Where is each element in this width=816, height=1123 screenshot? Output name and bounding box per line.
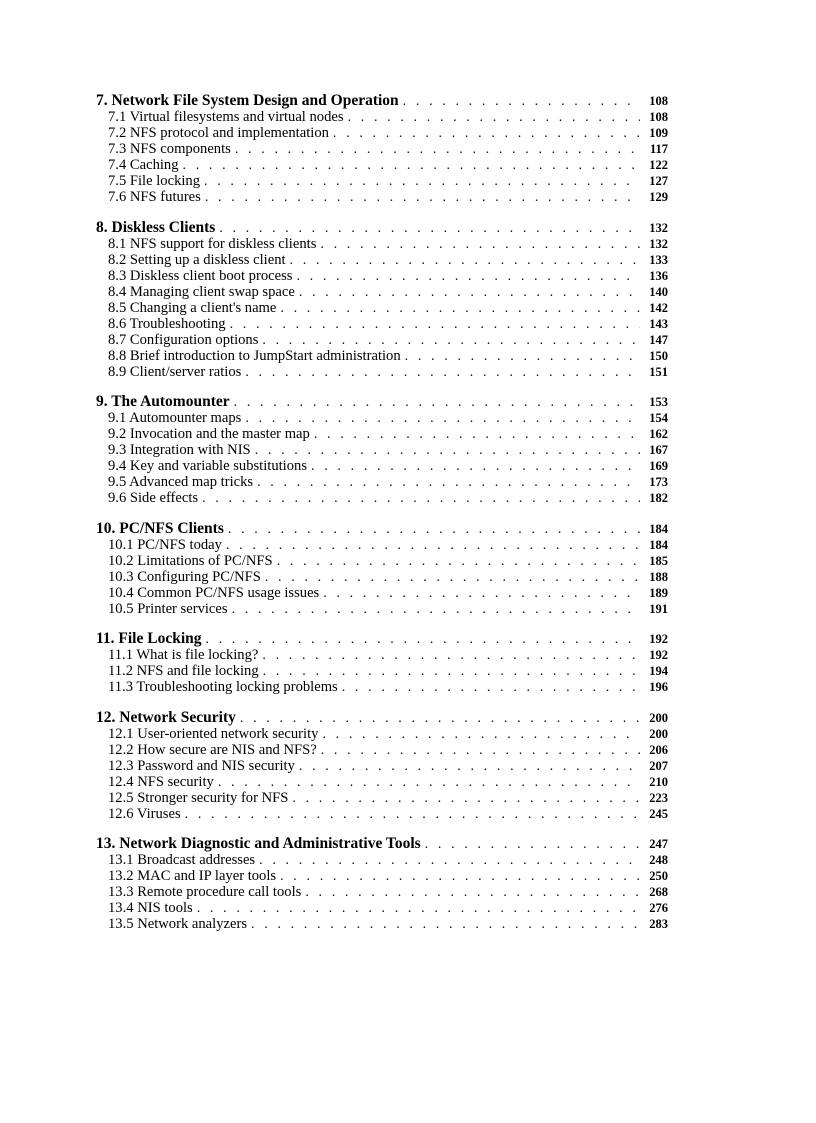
section-title: 9.3 Integration with NIS <box>108 442 251 458</box>
dot-leader <box>405 349 640 364</box>
page-number: 192 <box>649 648 668 662</box>
section-title: 12.6 Viruses <box>108 805 181 822</box>
page-number: 184 <box>649 537 668 552</box>
section-title: 8.7 Configuration options <box>108 331 259 348</box>
dot-leader <box>251 917 640 932</box>
page-number: 250 <box>649 869 668 883</box>
toc-chapter-13 <box>96 836 668 932</box>
section-entry[interactable] <box>96 189 668 205</box>
section-entry[interactable] <box>96 474 668 490</box>
page-number: 132 <box>649 220 668 235</box>
section-entry[interactable] <box>96 157 668 173</box>
dot-leader <box>219 221 640 236</box>
section-title: 8.8 Brief introduction to JumpStart administration <box>108 347 401 364</box>
page-number: 192 <box>649 632 668 646</box>
page-number: 162 <box>649 427 668 441</box>
dot-leader <box>202 491 640 506</box>
dot-leader <box>299 285 640 300</box>
page-number: 207 <box>649 758 668 773</box>
dot-leader <box>265 570 640 585</box>
toc-chapter-7 <box>96 93 668 205</box>
dot-leader <box>259 853 640 868</box>
page-number: 283 <box>649 917 668 931</box>
dot-leader <box>255 443 640 458</box>
dot-leader <box>425 837 640 852</box>
chapter-heading[interactable] <box>96 93 668 109</box>
dot-leader <box>305 885 640 900</box>
page-number: 188 <box>649 569 668 584</box>
section-entry[interactable] <box>96 742 668 758</box>
dot-leader <box>280 869 640 884</box>
section-title: 12.2 How secure are NIS and NFS? <box>108 741 317 758</box>
dot-leader <box>218 775 640 790</box>
dot-leader <box>322 727 640 742</box>
chapter-title: 9. The Automounter <box>96 394 230 410</box>
page-number: 136 <box>649 268 668 283</box>
table-of-contents <box>96 93 668 947</box>
section-title: 13.3 Remote procedure call tools <box>108 884 302 900</box>
section-entry[interactable] <box>96 109 668 125</box>
page-number: 108 <box>649 110 668 124</box>
page-number: 200 <box>649 710 668 725</box>
section-title: 8.5 Changing a client's name <box>108 299 277 316</box>
section-title: 12.4 NFS security <box>108 773 214 790</box>
dot-leader <box>296 269 640 284</box>
section-title: 8.6 Troubleshooting <box>108 315 226 332</box>
dot-leader <box>245 411 640 426</box>
dot-leader <box>245 365 640 380</box>
page-number: 117 <box>649 142 668 156</box>
section-title: 8.3 Diskless client boot process <box>108 267 293 284</box>
section-title: 10.1 PC/NFS today <box>108 536 222 553</box>
page-number: 185 <box>649 553 668 568</box>
page-number: 194 <box>649 664 668 678</box>
section-entry[interactable] <box>96 758 668 774</box>
dot-leader <box>240 711 640 726</box>
page-number: 153 <box>649 395 668 409</box>
dot-leader <box>290 253 640 268</box>
chapter-heading[interactable] <box>96 394 668 410</box>
page-number: 108 <box>649 94 668 108</box>
section-entry[interactable] <box>96 569 668 585</box>
section-title: 13.4 NIS tools <box>108 900 193 916</box>
dot-leader <box>183 158 640 173</box>
page-number: 189 <box>649 585 668 600</box>
section-title: 13.5 Network analyzers <box>108 916 247 932</box>
section-entry[interactable] <box>96 442 668 458</box>
toc-chapter-10 <box>96 521 668 617</box>
section-title: 9.4 Key and variable substitutions <box>108 458 308 474</box>
section-title: 11.3 Troubleshooting locking problems <box>108 679 338 695</box>
section-title: 10.5 Printer services <box>108 600 228 617</box>
section-title: 11.2 NFS and file locking <box>108 663 259 679</box>
section-entry[interactable] <box>96 884 668 900</box>
dot-leader <box>257 475 640 490</box>
page-number: 196 <box>649 680 668 694</box>
section-title: 8.9 Client/server ratios <box>108 363 242 380</box>
dot-leader <box>314 427 640 442</box>
page-number: 142 <box>649 300 668 315</box>
dot-leader <box>323 586 640 601</box>
section-title: 7.1 Virtual filesystems and virtual nodes <box>108 109 344 125</box>
dot-leader <box>230 317 640 332</box>
section-title: 10.2 Limitations of PC/NFS <box>108 552 273 569</box>
page-number: 210 <box>649 774 668 789</box>
section-entry[interactable] <box>96 601 668 617</box>
section-entry[interactable] <box>96 173 668 189</box>
section-entry[interactable] <box>96 236 668 252</box>
page-number: 248 <box>649 853 668 867</box>
chapter-title: 10. PC/NFS Clients <box>96 520 224 537</box>
page-number: 122 <box>649 158 668 172</box>
page-number: 129 <box>649 190 668 204</box>
dot-leader <box>185 807 640 822</box>
section-title: 13.1 Broadcast addresses <box>108 852 256 868</box>
section-title: 9.6 Side effects <box>108 490 199 506</box>
page-number: 127 <box>649 174 668 188</box>
section-entry[interactable] <box>96 868 668 884</box>
section-entry[interactable] <box>96 300 668 316</box>
dot-leader <box>333 126 640 141</box>
chapter-heading[interactable] <box>96 836 668 852</box>
section-entry[interactable] <box>96 726 668 742</box>
section-title: 7.3 NFS components <box>108 141 231 157</box>
toc-chapter-8 <box>96 220 668 380</box>
page-number: 143 <box>649 316 668 331</box>
section-title: 7.4 Caching <box>108 157 179 173</box>
page-number: 150 <box>649 348 668 363</box>
section-title: 12.5 Stronger security for NFS <box>108 789 289 806</box>
chapter-title: 12. Network Security <box>96 709 236 726</box>
page-number: 247 <box>649 837 668 851</box>
section-title: 7.5 File locking <box>108 173 201 189</box>
page-number: 154 <box>649 411 668 425</box>
dot-leader <box>232 602 640 617</box>
section-title: 9.5 Advanced map tricks <box>108 474 254 490</box>
section-title: 7.2 NFS protocol and implementation <box>108 125 329 141</box>
page-number: 191 <box>649 601 668 616</box>
section-entry[interactable] <box>96 284 668 300</box>
section-entry[interactable] <box>96 426 668 442</box>
dot-leader <box>205 190 640 205</box>
chapter-heading[interactable] <box>96 521 668 537</box>
page-number: 147 <box>649 332 668 347</box>
page-number: 184 <box>649 521 668 536</box>
chapter-title: 11. File Locking <box>96 631 202 647</box>
section-entry[interactable] <box>96 268 668 284</box>
dot-leader <box>348 110 640 125</box>
dot-leader <box>262 333 640 348</box>
dot-leader <box>311 459 640 474</box>
section-title: 12.1 User-oriented network security <box>108 725 319 742</box>
page-number: 167 <box>649 443 668 457</box>
section-entry[interactable] <box>96 900 668 916</box>
section-title: 13.2 MAC and IP layer tools <box>108 868 277 884</box>
page-number: 133 <box>649 252 668 267</box>
section-entry[interactable] <box>96 348 668 364</box>
page-number: 200 <box>649 726 668 741</box>
page-number: 151 <box>649 364 668 379</box>
page-number: 173 <box>649 475 668 489</box>
chapter-title: 13. Network Diagnostic and Administrative Tools <box>96 836 421 852</box>
dot-leader <box>204 174 640 189</box>
section-entry[interactable] <box>96 647 668 663</box>
section-title: 9.2 Invocation and the master map <box>108 426 310 442</box>
section-title: 8.1 NFS support for diskless clients <box>108 235 317 252</box>
toc-chapter-12 <box>96 710 668 822</box>
dot-leader <box>226 538 640 553</box>
section-entry[interactable] <box>96 490 668 506</box>
page-number: 132 <box>649 236 668 251</box>
section-entry[interactable] <box>96 125 668 141</box>
section-title: 10.4 Common PC/NFS usage issues <box>108 584 320 601</box>
section-entry[interactable] <box>96 916 668 932</box>
chapter-heading[interactable] <box>96 710 668 726</box>
section-title: 9.1 Automounter maps <box>108 410 242 426</box>
dot-leader <box>280 301 640 316</box>
section-entry[interactable] <box>96 537 668 553</box>
page-number: 223 <box>649 790 668 805</box>
section-entry[interactable] <box>96 252 668 268</box>
page-number: 276 <box>649 901 668 915</box>
dot-leader <box>342 680 640 695</box>
section-entry[interactable] <box>96 806 668 822</box>
page-number: 140 <box>649 284 668 299</box>
dot-leader <box>277 554 640 569</box>
section-title: 8.4 Managing client swap space <box>108 283 295 300</box>
chapter-heading[interactable] <box>96 220 668 236</box>
chapter-title: 8. Diskless Clients <box>96 219 216 236</box>
section-title: 10.3 Configuring PC/NFS <box>108 568 261 585</box>
page-number: 268 <box>649 885 668 899</box>
section-entry[interactable] <box>96 679 668 695</box>
section-entry[interactable] <box>96 663 668 679</box>
dot-leader <box>197 901 640 916</box>
section-entry[interactable] <box>96 852 668 868</box>
dot-leader <box>234 395 640 410</box>
toc-chapter-9 <box>96 394 668 506</box>
chapter-title: 7. Network File System Design and Operation <box>96 93 399 109</box>
section-entry[interactable] <box>96 774 668 790</box>
page-number: 169 <box>649 459 668 473</box>
dot-leader <box>321 743 640 758</box>
dot-leader <box>228 522 640 537</box>
dot-leader <box>320 237 640 252</box>
dot-leader <box>403 94 640 109</box>
section-entry[interactable] <box>96 316 668 332</box>
page-number: 245 <box>649 806 668 821</box>
section-entry[interactable] <box>96 332 668 348</box>
section-title: 12.3 Password and NIS security <box>108 757 295 774</box>
section-entry[interactable] <box>96 364 668 380</box>
section-entry[interactable] <box>96 585 668 601</box>
section-title: 8.2 Setting up a diskless client <box>108 251 286 268</box>
section-entry[interactable] <box>96 553 668 569</box>
dot-leader <box>206 632 641 647</box>
toc-chapter-11 <box>96 631 668 695</box>
page-number: 182 <box>649 491 668 505</box>
dot-leader <box>235 142 640 157</box>
section-title: 7.6 NFS futures <box>108 189 201 205</box>
chapter-heading[interactable] <box>96 631 668 647</box>
section-entry[interactable] <box>96 141 668 157</box>
dot-leader <box>292 791 640 806</box>
page-number: 206 <box>649 742 668 757</box>
dot-leader <box>263 664 640 679</box>
page-number: 109 <box>649 126 668 140</box>
section-entry[interactable] <box>96 790 668 806</box>
section-title: 11.1 What is file locking? <box>108 647 259 663</box>
section-entry[interactable] <box>96 458 668 474</box>
dot-leader <box>262 648 640 663</box>
section-entry[interactable] <box>96 410 668 426</box>
dot-leader <box>299 759 640 774</box>
